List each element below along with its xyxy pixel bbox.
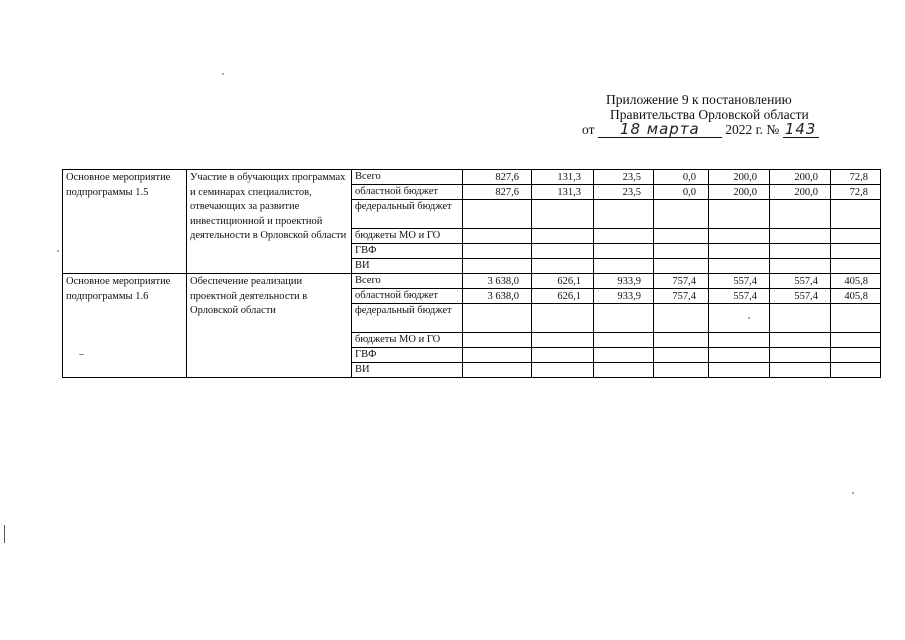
amount-cell: 626,1: [532, 274, 594, 289]
amount-cell: 557,4: [709, 289, 770, 304]
amount-cell: 23,5: [594, 185, 654, 200]
amount-cell: [770, 229, 831, 244]
scan-artifact: [852, 492, 854, 494]
funding-source-cell: областной бюджет: [352, 289, 463, 304]
amount-cell: [463, 363, 532, 378]
date-prefix: от: [582, 122, 595, 137]
amount-cell: [463, 259, 532, 274]
funding-source-cell: ГВФ: [352, 244, 463, 259]
amount-cell: 933,9: [594, 289, 654, 304]
resolution-date-line: [560, 122, 860, 138]
amount-cell: 200,0: [709, 170, 770, 185]
amount-cell: [709, 363, 770, 378]
amount-cell: 405,8: [831, 274, 881, 289]
funding-source-cell: ВИ: [352, 259, 463, 274]
amount-cell: [594, 363, 654, 378]
amount-cell: [594, 244, 654, 259]
amount-cell: [532, 229, 594, 244]
amount-cell: [654, 363, 709, 378]
year-number-label: 2022 г. №: [725, 122, 780, 137]
amount-cell: [709, 200, 770, 229]
amount-cell: [770, 244, 831, 259]
amount-cell: [770, 348, 831, 363]
amount-cell: [831, 348, 881, 363]
activity-cell: Основное мероприятие подпрограммы 1.5: [63, 170, 187, 274]
amount-cell: [532, 259, 594, 274]
scan-artifact: [79, 354, 84, 355]
amount-cell: [532, 333, 594, 348]
amount-cell: [654, 244, 709, 259]
amount-cell: 0,0: [654, 170, 709, 185]
amount-cell: [594, 229, 654, 244]
amount-cell: 757,4: [654, 274, 709, 289]
funding-source-cell: ГВФ: [352, 348, 463, 363]
amount-cell: 72,8: [831, 185, 881, 200]
amount-cell: [463, 229, 532, 244]
amount-cell: [532, 200, 594, 229]
amount-cell: [594, 333, 654, 348]
amount-cell: [709, 229, 770, 244]
amount-cell: 827,6: [463, 170, 532, 185]
amount-cell: [831, 244, 881, 259]
amount-cell: [770, 200, 831, 229]
table-row: [63, 170, 881, 185]
amount-cell: [654, 333, 709, 348]
funding-table: [62, 169, 881, 378]
amount-cell: 3 638,0: [463, 289, 532, 304]
scan-artifact: [748, 317, 750, 319]
amount-cell: [654, 304, 709, 333]
amount-cell: 200,0: [770, 185, 831, 200]
table-row: [63, 274, 881, 289]
amount-cell: [709, 333, 770, 348]
amount-cell: [770, 259, 831, 274]
amount-cell: 0,0: [654, 185, 709, 200]
document-header: [560, 92, 860, 138]
description-cell: Обеспечение реализации проектной деятельности в Орловской области: [187, 274, 352, 378]
amount-cell: 23,5: [594, 170, 654, 185]
amount-cell: [770, 363, 831, 378]
amount-cell: 626,1: [532, 289, 594, 304]
amount-cell: [532, 244, 594, 259]
amount-cell: 557,4: [770, 274, 831, 289]
handwritten-number: 143: [783, 122, 819, 138]
scan-artifact: [57, 250, 59, 252]
amount-cell: 131,3: [532, 185, 594, 200]
description-cell: Участие в обучающих программах и семинарах специалистов, отвечающих за развитие инвестиционной и проектной деятельности в Орловской области: [187, 170, 352, 274]
amount-cell: [594, 348, 654, 363]
amount-cell: [532, 304, 594, 333]
funding-source-cell: ВИ: [352, 363, 463, 378]
amount-cell: 827,6: [463, 185, 532, 200]
amount-cell: 3 638,0: [463, 274, 532, 289]
activity-cell: Основное мероприятие подпрограммы 1.6: [63, 274, 187, 378]
amount-cell: [709, 304, 770, 333]
scan-artifact: [222, 73, 224, 75]
amount-cell: [463, 304, 532, 333]
amount-cell: [709, 259, 770, 274]
funding-source-cell: Всего: [352, 274, 463, 289]
government-title: Правительства Орловской области: [610, 107, 809, 122]
amount-cell: [594, 259, 654, 274]
amount-cell: 405,8: [831, 289, 881, 304]
amount-cell: [831, 229, 881, 244]
amount-cell: 757,4: [654, 289, 709, 304]
amount-cell: [463, 348, 532, 363]
funding-source-cell: Всего: [352, 170, 463, 185]
amount-cell: [532, 348, 594, 363]
amount-cell: [709, 244, 770, 259]
amount-cell: 131,3: [532, 170, 594, 185]
amount-cell: [831, 333, 881, 348]
handwritten-date: 18 марта: [598, 122, 722, 138]
funding-source-cell: бюджеты МО и ГО: [352, 229, 463, 244]
amount-cell: [594, 304, 654, 333]
amount-cell: [654, 200, 709, 229]
funding-source-cell: федеральный бюджет: [352, 304, 463, 333]
amount-cell: 200,0: [709, 185, 770, 200]
amount-cell: [463, 244, 532, 259]
amount-cell: [594, 200, 654, 229]
amount-cell: [654, 229, 709, 244]
amount-cell: [831, 304, 881, 333]
funding-source-cell: бюджеты МО и ГО: [352, 333, 463, 348]
amount-cell: [654, 348, 709, 363]
amount-cell: 933,9: [594, 274, 654, 289]
amount-cell: [654, 259, 709, 274]
amount-cell: [709, 348, 770, 363]
amount-cell: [463, 200, 532, 229]
amount-cell: 200,0: [770, 170, 831, 185]
amount-cell: 557,4: [770, 289, 831, 304]
amount-cell: [770, 333, 831, 348]
funding-source-cell: федеральный бюджет: [352, 200, 463, 229]
funding-source-cell: областной бюджет: [352, 185, 463, 200]
amount-cell: [831, 259, 881, 274]
amount-cell: [770, 304, 831, 333]
scan-artifact: [4, 525, 5, 543]
amount-cell: [831, 363, 881, 378]
amount-cell: 557,4: [709, 274, 770, 289]
appendix-title: Приложение 9 к постановлению: [606, 92, 792, 107]
amount-cell: [532, 363, 594, 378]
amount-cell: 72,8: [831, 170, 881, 185]
amount-cell: [463, 333, 532, 348]
amount-cell: [831, 200, 881, 229]
